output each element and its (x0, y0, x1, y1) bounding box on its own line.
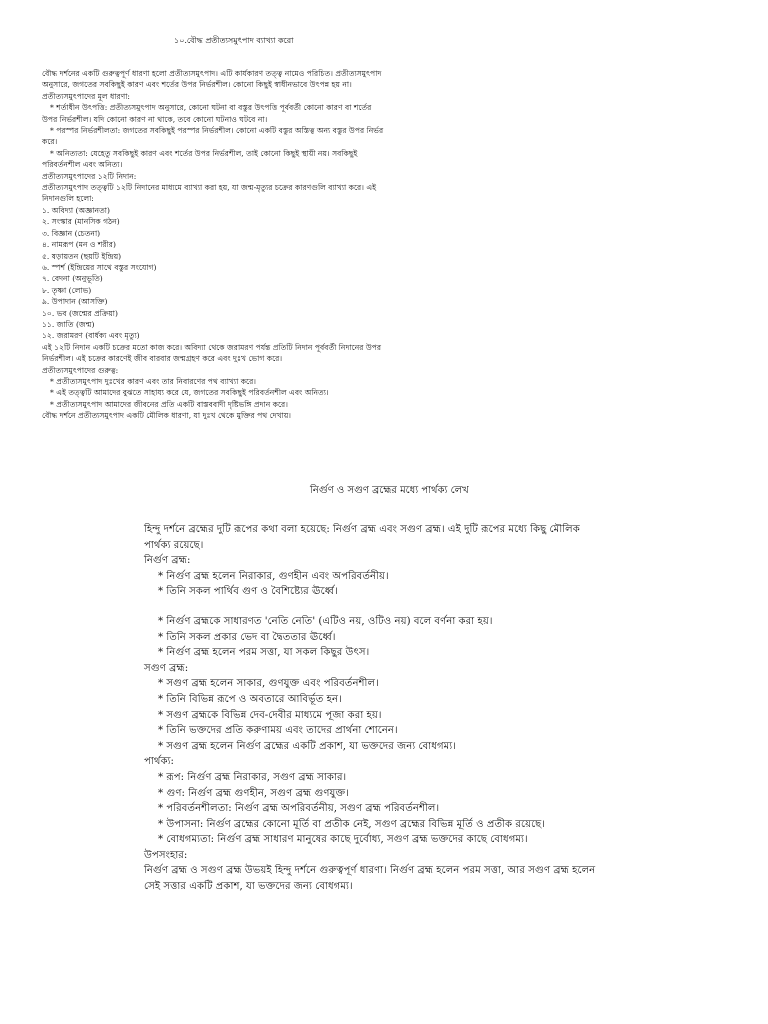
question-brahman-title: নির্গুণ ও সগুণ ব্রহ্মের মধ্যে পার্থক্য লেখ (310, 485, 469, 496)
text-line: * সগুণ ব্রহ্ম হলেন নির্গুণ ব্রহ্মের একটি প্রকাশ, যা ভক্তদের জন্য বোধগম্য। (158, 740, 456, 752)
text-line: * প্রতীত্যসমুৎপাদ দুঃখের কারণ এবং তার নিবারণের পথ ব্যাখ্যা করে। (50, 376, 256, 386)
text-line: অনুসারে, জগতের সবকিছুই কারণ এবং শর্তের উপর নির্ভরশীল। কোনো কিছুই স্বাধীনভাবে উৎপন্ন হয় না। (42, 80, 352, 90)
text-line: ১১. জাতি (জন্ম) (42, 319, 95, 329)
answer-brahman-body (144, 522, 634, 895)
text-line: ৮. তৃষ্ণা (লোভ) (42, 285, 92, 295)
text-line: নির্গুণ ব্রহ্ম ও সগুণ ব্রহ্ম উভয়ই হিন্দু দর্শনে গুরুত্বপূর্ণ ধারণা। নির্গুণ ব্রহ্ম হলেন পরম সত্তা, আর সগুণ ব্রহ্ম হলেন (144, 865, 596, 877)
text-line: প্রতীত্যসমুৎপাদের ১২টি নিদান: (42, 171, 137, 181)
text-line: * নির্গুণ ব্রহ্ম হলেন পরম সত্তা, যা সকল কিছুর উৎস। (158, 647, 370, 659)
answer-10-body (42, 68, 482, 422)
text-line: ৭. বেদনা (অনুভূতি) (42, 274, 103, 284)
text-line: * তিনি সকল পার্থিব গুণ ও বৈশিষ্ট্যের ঊর্ধ্বে। (158, 586, 338, 598)
text-line: পার্থক্য রয়েছে। (144, 539, 204, 551)
text-line: * বোধগম্যতা: নির্গুণ ব্রহ্ম সাধারণ মানুষের কাছে দুর্বোধ্য, সগুণ ব্রহ্ম ভক্তদের কাছে বোধগম্য। (158, 834, 528, 846)
text-line: * গুণ: নির্গুণ ব্রহ্ম গুণহীন, সগুণ ব্রহ্ম গুণযুক্ত। (158, 787, 349, 799)
text-line: * অনিত্যতা: যেহেতু সবকিছুই কারণ এবং শর্তের উপর নির্ভরশীল, তাই কোনো কিছুই স্থায়ী নয়। সবকিছুই (50, 148, 358, 158)
text-line: হিন্দু দর্শনে ব্রহ্মের দুটি রূপের কথা বলা হয়েছে: নির্গুণ ব্রহ্ম এবং সগুণ ব্রহ্ম। এই দুটি রূপের মধ্যে কিছু মৌলিক (144, 524, 580, 535)
text-line: * সগুণ ব্রহ্ম হলেন সাকার, গুণযুক্ত এবং পরিবর্তনশীল। (158, 678, 379, 690)
text-line: * রূপ: নির্গুণ ব্রহ্ম নিরাকার, সগুণ ব্রহ্ম সাকার। (158, 771, 347, 783)
text-line: করে। (42, 137, 58, 147)
text-line: পার্থক্য: (144, 756, 174, 768)
text-line: নির্ভরশীল। এই চক্রের কারণেই জীব বারবার জন্মগ্রহণ করে এবং দুঃখ ভোগ করে। (42, 354, 283, 364)
text-line: ৩. বিজ্ঞান (চেতনা) (42, 228, 101, 238)
text-line: ৯. উপাদান (আসক্তি) (42, 297, 108, 307)
text-line: এই ১২টি নিদান একটি চক্রের মতো কাজ করে। অবিদ্যা থেকে জরামরণ পর্যন্ত প্রতিটি নিদান পূর্ববর্তী নিদানের উপর (42, 342, 382, 352)
text-line: ১২. জরামরণ (বার্ধক্য এবং মৃত্যু) (42, 331, 140, 341)
text-line: * পরস্পর নির্ভরশীলতা: জগতের সবকিছুই পরস্পর নির্ভরশীল। কোনো একটি বস্তুর অস্তিত্ব অন্য বস্তুর উপর নির্ভর (50, 126, 384, 136)
text-line: পরিবর্তনশীল এবং অনিত্য। (42, 160, 123, 170)
text-line: ২. সংস্কার (মানসিক গঠন) (42, 217, 120, 227)
text-line: ৫. ষড়ায়তন (ছয়টি ইন্দ্রিয়) (42, 251, 122, 261)
text-line: নির্গুণ ব্রহ্ম: (144, 555, 191, 567)
text-line: উপসংহার: (144, 849, 188, 861)
text-line: বৌদ্ধ দর্শনে প্রতীত্যসমুৎপাদ একটি মৌলিক ধারণা, যা দুঃখ থেকে মুক্তির পথ দেখায়। (42, 411, 292, 421)
text-line: ৪. নামরূপ (মন ও শরীর) (42, 240, 116, 250)
text-line: * শর্তাধীন উৎপত্তি: প্রতীত্যসমুৎপাদ অনুসারে, কোনো ঘটনা বা বস্তুর উৎপত্তি পূর্ববর্তী কোনো কারণ বা শর্তের (50, 103, 372, 113)
text-line: * সগুণ ব্রহ্মকে বিভিন্ন দেব-দেবীর মাধ্যমে পূজা করা হয়। (158, 709, 382, 721)
text-line: * তিনি সকল প্রকার ভেদ বা দ্বৈততার ঊর্ধ্বে। (158, 631, 336, 643)
text-line: প্রতীত্যসমুৎপাদের গুরুত্ব: (42, 365, 119, 375)
text-line: * তিনি ভক্তদের প্রতি করুণাময় এবং তাদের প্রার্থনা শোনেন। (158, 725, 398, 737)
text-line: সগুণ ব্রহ্ম: (144, 662, 189, 674)
text-line (144, 600, 634, 614)
text-line: * তিনি বিভিন্ন রূপে ও অবতারে আবির্ভূত হন। (158, 693, 342, 705)
text-line: নিদানগুলি হলো: (42, 194, 94, 204)
text-line: * পরিবর্তনশীলতা: নির্গুণ ব্রহ্ম অপরিবর্তনীয়, সগুণ ব্রহ্ম পরিবর্তনশীল। (158, 803, 440, 815)
question-10-title: ১০.বৌদ্ধ প্রতীত্যসমুৎপাদ ব্যাখ্যা করো (174, 36, 294, 45)
text-line: * নির্গুণ ব্রহ্মকে সাধারণত 'নেতি নেতি' (এটিও নয়, ওটিও নয়) বলে বর্ণনা করা হয়। (158, 615, 493, 627)
text-line: উপর নির্ভরশীল। যদি কোনো কারণ না থাকে, তবে কোনো ঘটনাও ঘটবে না। (42, 114, 268, 124)
text-line: * নির্গুণ ব্রহ্ম হলেন নিরাকার, গুণহীন এবং অপরিবর্তনীয়। (158, 570, 389, 582)
text-line: ৬. স্পর্শ (ইন্দ্রিয়ের সাথে বস্তুর সংযোগ) (42, 262, 157, 272)
text-line: * উপাসনা: নির্গুণ ব্রহ্মের কোনো মূর্তি বা প্রতীক নেই, সগুণ ব্রহ্মের বিভিন্ন মূর্তি ও প্রতীক রয়েছে। (158, 818, 545, 830)
text-line: * এই তত্ত্বটি আমাদের বুঝতে সাহায্য করে যে, জগতের সবকিছুই পরিবর্তনশীল এবং অনিত্য। (50, 388, 329, 398)
text-line: সেই সত্তার একটি প্রকাশ, যা ভক্তদের জন্য বোধগম্য। (144, 881, 353, 893)
text-line: প্রতীত্যসমুৎপাদ তত্ত্বটি ১২টি নিদানের মাধ্যমে ব্যাখ্যা করা হয়, যা জন্ম-মৃত্যুর চক্রের কারণগুলি ব্যাখ্যা করে। এই (42, 183, 377, 193)
text-line: * প্রতীত্যসমুৎপাদ আমাদের জীবনের প্রতি একটি বাস্তববাদী দৃষ্টিভঙ্গি প্রদান করে। (50, 399, 288, 409)
text-line: বৌদ্ধ দর্শনের একটি গুরুত্বপূর্ণ ধারণা হলো প্রতীত্যসমুৎপাদ। এটি কার্যকারণ তত্ত্ব নামেও পরিচিত। প্রতীত্যসমুৎপাদ (42, 69, 382, 78)
text-line: ১০. ভব (জন্মের প্রক্রিয়া) (42, 308, 118, 318)
text-line: ১. অবিদ্যা (অজ্ঞানতা) (42, 205, 110, 215)
text-line: প্রতীত্যসমুৎপাদের মূল ধারণা: (42, 91, 130, 101)
